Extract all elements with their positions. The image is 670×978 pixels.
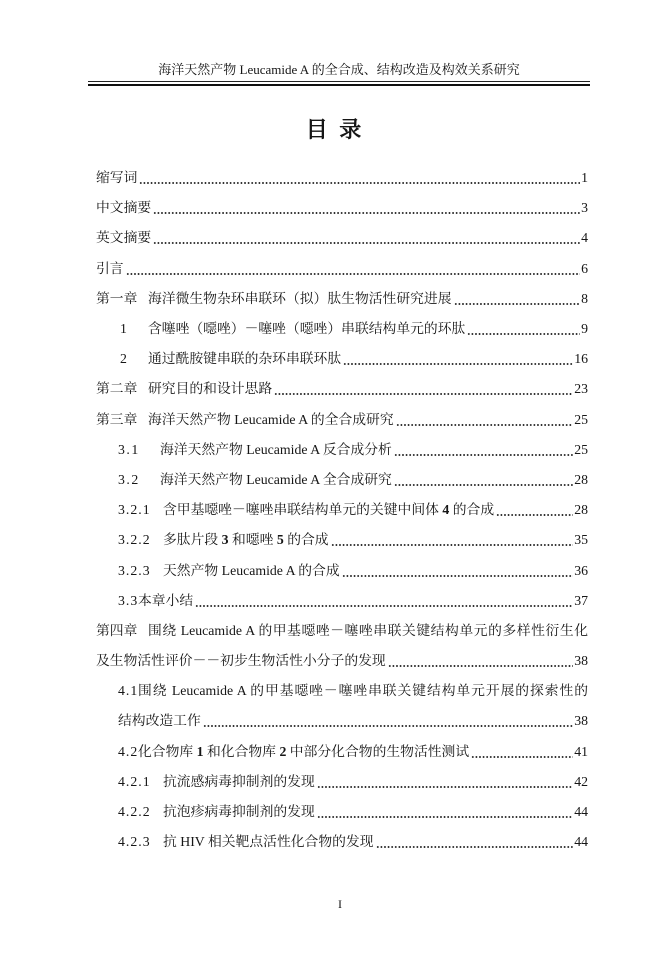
toc-label [163, 530, 329, 550]
toc-entry-1-1 [0, 314, 670, 344]
toc-dot-leader [153, 198, 580, 218]
toc-dot-leader [139, 168, 580, 188]
toc-page-number: 16 [574, 351, 588, 367]
toc-dot-leader [331, 530, 574, 550]
toc-entry-4-2-3 [0, 827, 670, 857]
toc-number: 4.2 [118, 743, 139, 759]
toc-label-text: 化合物库 [138, 743, 197, 759]
toc-dot-leader [342, 561, 574, 581]
toc-label: 英文摘要 [96, 230, 152, 246]
toc-page-number: 1 [581, 170, 588, 186]
toc-dot-leader [496, 500, 573, 520]
toc-page-number: 9 [581, 321, 588, 337]
toc-entry-chapter-2 [0, 374, 670, 404]
toc-dot-leader [471, 742, 573, 762]
toc-label: 含噻唑（噁唑）－噻唑（噁唑）串联结构单元的环肽 [148, 321, 466, 337]
toc-entry-chapter-4-continued [0, 646, 670, 676]
toc-page-number: 35 [574, 532, 588, 548]
toc-entry-introduction [0, 254, 670, 284]
toc-label-bold: 5 [276, 532, 284, 548]
toc-label-text: 多肽片段 [163, 532, 222, 548]
toc-label-text: 和化合物库 [203, 743, 280, 759]
toc-page-number: 8 [581, 290, 588, 306]
toc-label: 中文摘要 [96, 200, 152, 216]
toc-label: 通过酰胺键串联的杂环串联环肽 [148, 351, 342, 367]
toc-entry-chapter-3 [0, 405, 670, 435]
toc-dot-leader [394, 440, 573, 460]
toc-label: 海洋天然产物 Leucamide A 的全合成研究 [148, 411, 394, 427]
toc-dot-leader [317, 772, 573, 792]
toc-dot-leader [203, 711, 573, 731]
toc-page-number: 37 [574, 592, 588, 608]
toc-page-number: 36 [574, 562, 588, 578]
toc-page-number: 38 [574, 713, 588, 729]
toc-number: 第二章 [96, 381, 138, 397]
toc-page-number: 41 [574, 743, 588, 759]
toc-entry-4-1 [0, 676, 670, 706]
toc-page-number: 25 [574, 441, 588, 457]
toc-page-number: 4 [581, 230, 588, 246]
toc-page-number: 28 [574, 502, 588, 518]
toc-label-text: 中部分化合物的生物活性测试 [286, 743, 470, 759]
toc-entry-3-2-3 [0, 555, 670, 585]
toc-page-number: 28 [574, 471, 588, 487]
toc-number: 4.2.3 [118, 834, 151, 850]
toc-label-bold: 1 [196, 743, 204, 759]
toc-label: 缩写词 [96, 170, 138, 186]
toc-number: 3.2.3 [118, 562, 151, 578]
toc-label: 及生物活性评价－－初步生物活性小分子的发现 [96, 653, 386, 669]
toc-label: 围绕 Leucamide A 的甲基噁唑－噻唑串联关键结构单元的多样性衍生化 [148, 622, 588, 638]
toc-number: 2 [120, 351, 127, 367]
toc-page-number: 44 [574, 804, 588, 820]
toc-dot-leader [126, 259, 581, 279]
toc-label: 海洋天然产物 Leucamide A 反合成分析 [160, 441, 392, 457]
toc-number: 第四章 [96, 622, 138, 638]
page-number-footer: I [338, 897, 342, 911]
toc-dot-leader [153, 228, 580, 248]
toc-dot-leader [467, 319, 580, 339]
toc-number: 第一章 [96, 290, 138, 306]
toc-page-number: 3 [581, 200, 588, 216]
toc-dot-leader [317, 802, 573, 822]
toc-number: 3.2.1 [118, 502, 151, 518]
toc-entry-abbreviations [0, 163, 670, 193]
toc-page-number: 38 [574, 653, 588, 669]
toc-label-bold: 3 [221, 532, 229, 548]
toc-entry-chinese-abstract [0, 193, 670, 223]
toc-entry-4-2-2 [0, 797, 670, 827]
header-rule-thick [88, 84, 590, 86]
toc-dot-leader [274, 379, 573, 399]
toc-entry-4-2-1 [0, 767, 670, 797]
toc-dot-leader [394, 470, 573, 490]
toc-entry-3-1 [0, 435, 670, 465]
toc-dot-leader [388, 651, 573, 671]
toc-page-number: 42 [574, 773, 588, 789]
toc-number: 4.2.1 [118, 773, 151, 789]
toc-number: 4.2.2 [118, 804, 151, 820]
toc-label-text: 的合成 [283, 532, 329, 548]
toc-number: 3.1 [118, 441, 140, 457]
toc-label-text: 的合成 [449, 502, 495, 518]
toc-entry-4-1-continued [0, 706, 670, 736]
toc-entry-4-2 [0, 737, 670, 767]
toc-number: 3.3 [118, 592, 139, 608]
toc-entry-3-2 [0, 465, 670, 495]
toc-label-text: 含甲基噁唑－噻唑串联结构单元的关键中间体 [163, 502, 443, 518]
toc-label: 本章小结 [138, 592, 194, 608]
toc-entry-chapter-4 [0, 616, 670, 646]
toc-number: 3.2.2 [118, 532, 151, 548]
header-rule-thin [88, 81, 590, 82]
toc-label: 抗泡疹病毒抑制剂的发现 [163, 804, 315, 820]
toc-entry-chapter-1 [0, 284, 670, 314]
toc-label [138, 742, 469, 762]
toc-entry-3-3 [0, 586, 670, 616]
toc-label: 天然产物 Leucamide A 的合成 [163, 562, 340, 578]
toc-label: 海洋微生物杂环串联环（拟）肽生物活性研究进展 [148, 290, 452, 306]
toc-label-text: 和噁唑 [228, 532, 277, 548]
toc-dot-leader [454, 289, 581, 309]
toc-page-number: 6 [581, 260, 588, 276]
toc-label: 海洋天然产物 Leucamide A 全合成研究 [160, 471, 392, 487]
toc-entry-english-abstract [0, 223, 670, 253]
running-header: 海洋天然产物 Leucamide A 的全合成、结构改造及构效关系研究 [158, 62, 520, 77]
toc-label: 结构改造工作 [118, 713, 201, 729]
toc-entry-1-2 [0, 344, 670, 374]
toc-page-number: 25 [574, 411, 588, 427]
toc-label-bold: 2 [279, 743, 287, 759]
toc-label: 研究目的和设计思路 [148, 381, 273, 397]
toc-number: 第三章 [96, 411, 138, 427]
toc-dot-leader [396, 410, 574, 430]
toc-number: 4.1 [118, 683, 139, 699]
table-of-contents [0, 163, 670, 857]
toc-number: 3.2 [118, 471, 140, 487]
toc-label: 抗流感病毒抑制剂的发现 [163, 773, 315, 789]
toc-label-bold: 4 [442, 502, 450, 518]
toc-label [163, 500, 494, 520]
toc-label: 引言 [96, 260, 124, 276]
toc-dot-leader [195, 591, 573, 611]
toc-page-number: 23 [574, 381, 588, 397]
toc-label: 围绕 Leucamide A 的甲基噁唑－噻唑串联关键结构单元开展的探索性的 [138, 683, 588, 699]
toc-label: 抗 HIV 相关靶点活性化合物的发现 [163, 834, 374, 850]
toc-page-number: 44 [574, 834, 588, 850]
page-title: 目 录 [305, 117, 365, 142]
toc-entry-3-2-2 [0, 525, 670, 555]
toc-dot-leader [376, 832, 574, 852]
toc-dot-leader [343, 349, 573, 369]
toc-entry-3-2-1 [0, 495, 670, 525]
toc-number: 1 [120, 321, 127, 337]
